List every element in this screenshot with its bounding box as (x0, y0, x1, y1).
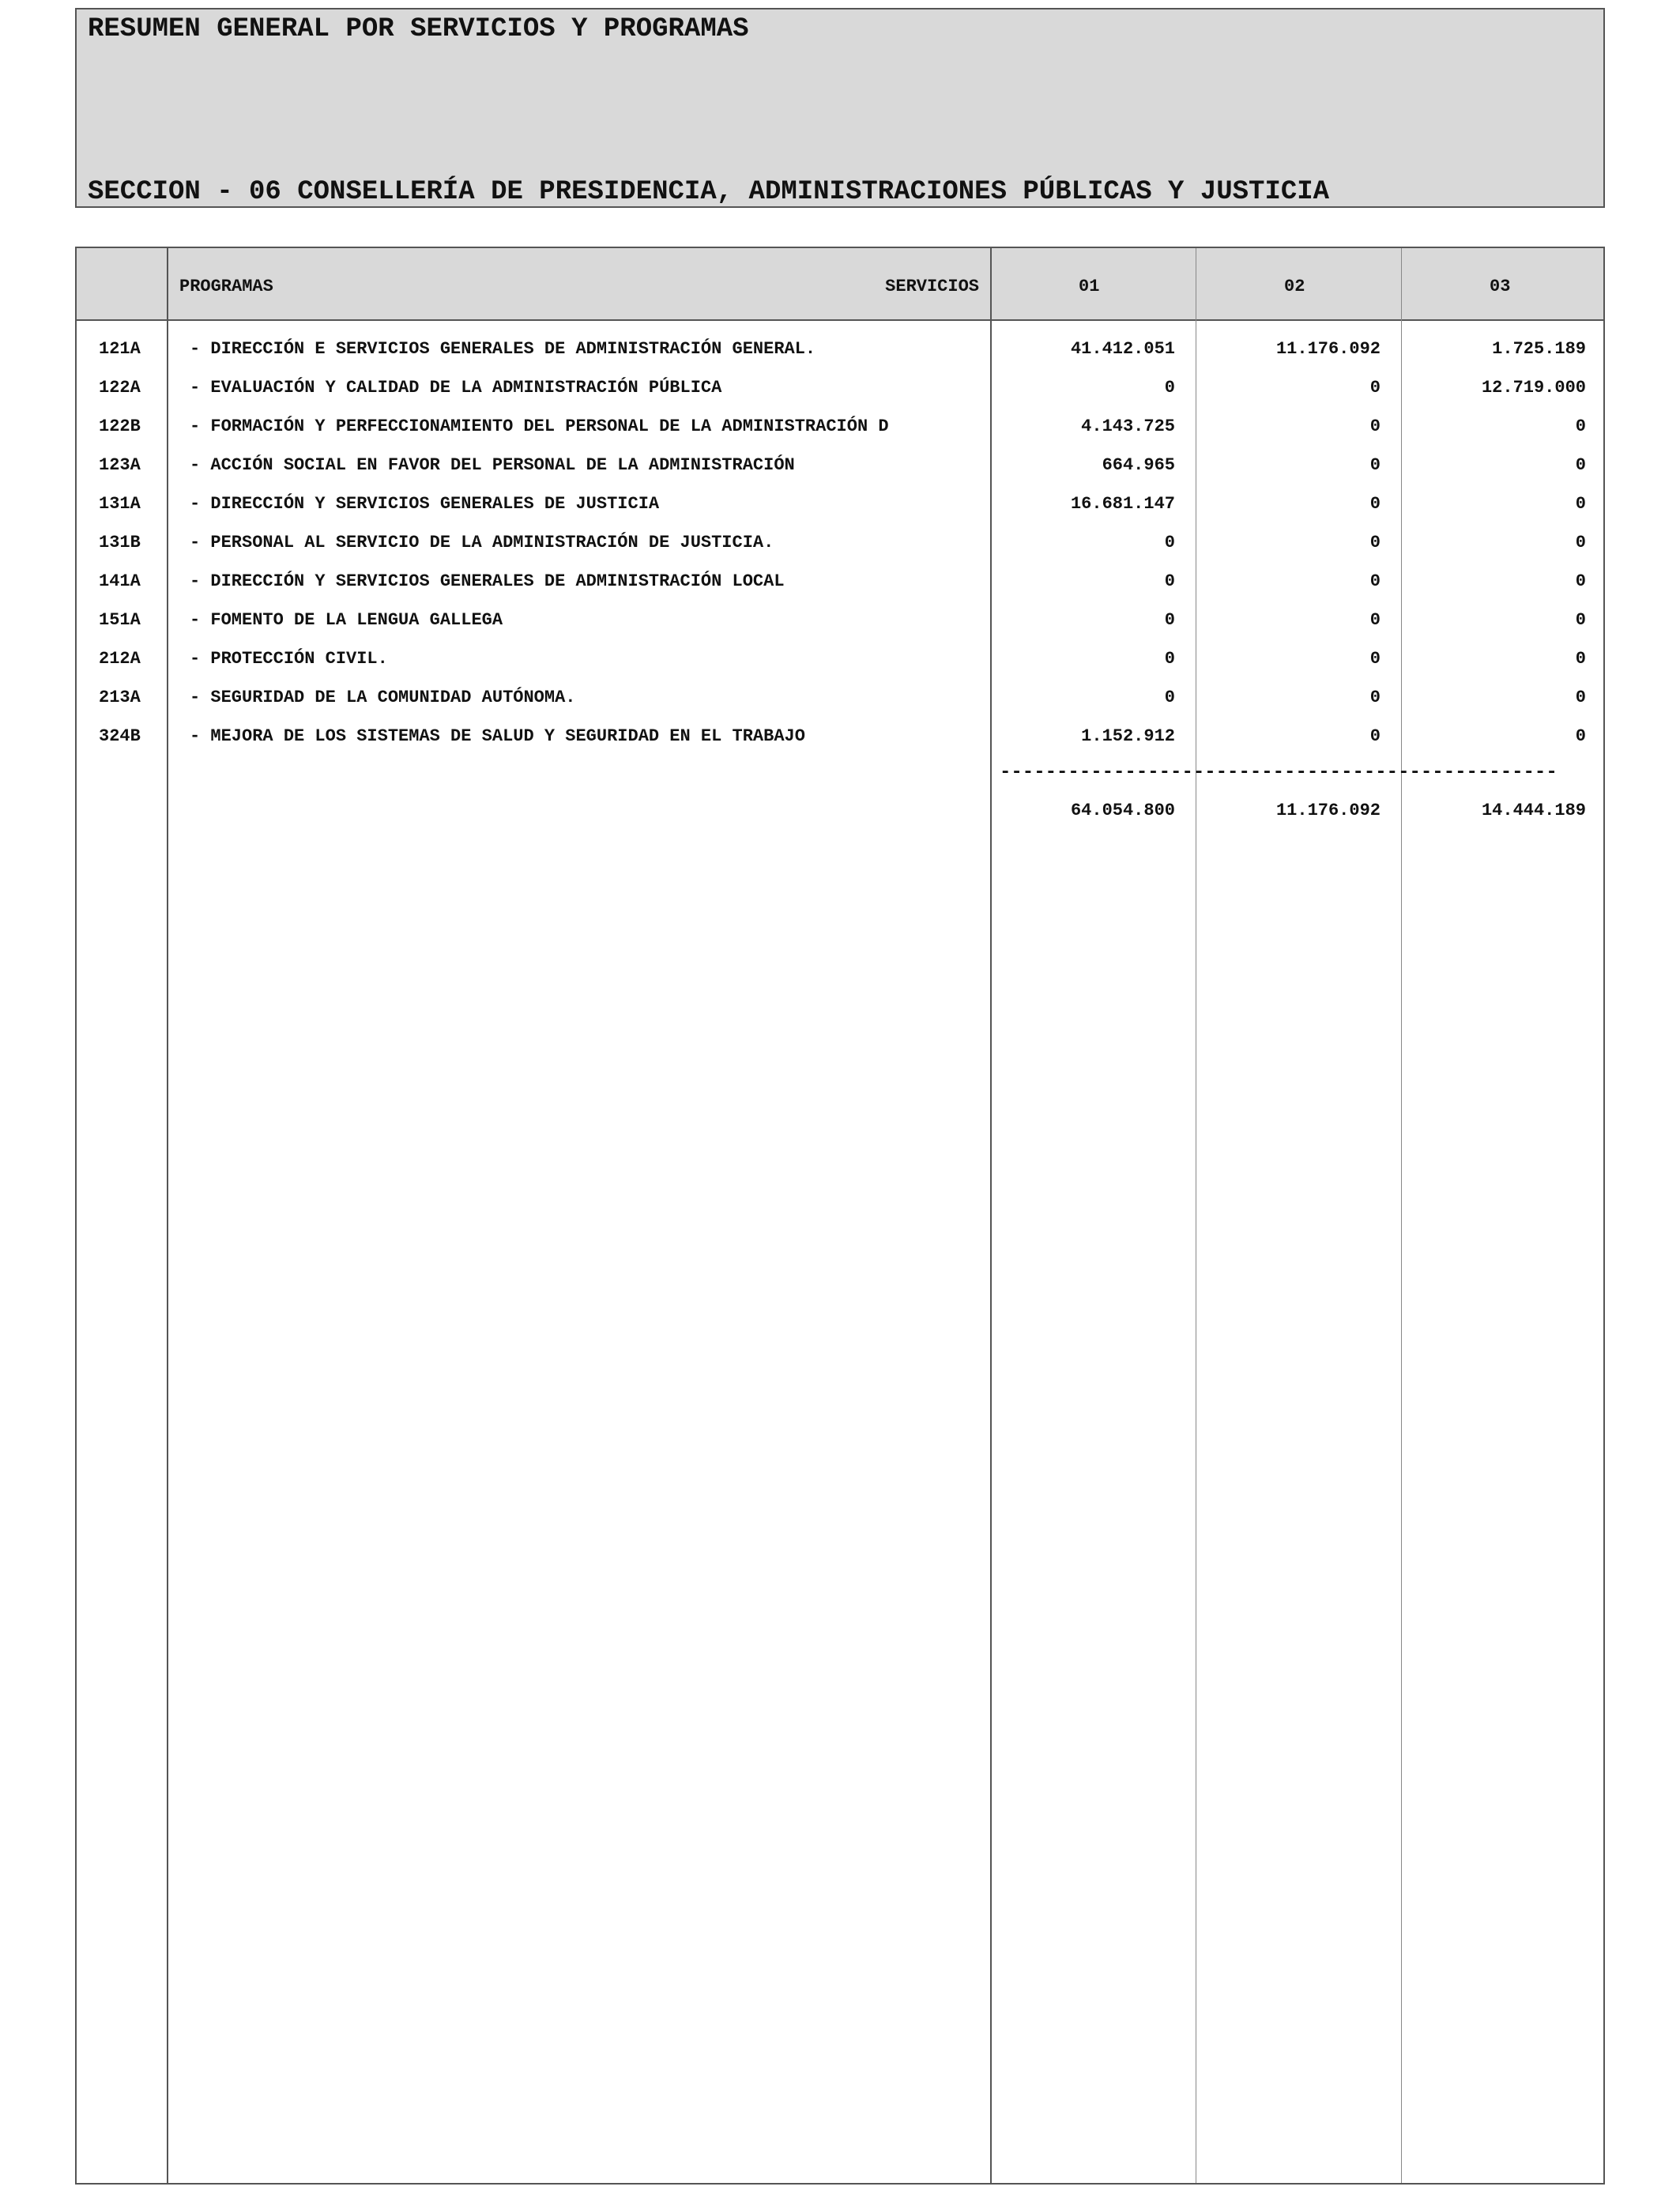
value-col-02: 11.176.092 (1275, 339, 1381, 359)
value-col-01: 0 (1164, 533, 1175, 552)
value-col-03: 0 (1575, 726, 1586, 746)
section-title: SECCION - 06 CONSELLERÍA DE PRESIDENCIA, ADMINISTRACIONES PÚBLICAS Y JUSTICIA (88, 177, 1330, 207)
program-description: - MEJORA DE LOS SISTEMAS DE SALUD Y SEGURIDAD EN EL TRABAJO (190, 726, 805, 746)
report-header (75, 8, 1605, 208)
value-col-02: 0 (1369, 533, 1381, 552)
value-col-02: 0 (1369, 378, 1381, 398)
value-col-02: 0 (1369, 417, 1381, 436)
header-programas: PROGRAMAS (179, 277, 273, 296)
value-col-03: 1.725.189 (1492, 339, 1586, 359)
header-servicios: SERVICIOS (885, 277, 979, 296)
program-description: - ACCIÓN SOCIAL EN FAVOR DEL PERSONAL DE LA ADMINISTRACIÓN (190, 455, 795, 475)
table-row (77, 492, 1603, 531)
value-col-03: 0 (1575, 455, 1586, 475)
value-col-03: 0 (1575, 494, 1586, 514)
program-description: - SEGURIDAD DE LA COMUNIDAD AUTÓNOMA. (190, 688, 576, 707)
table-row (77, 570, 1603, 609)
program-description: - DIRECCIÓN Y SERVICIOS GENERALES DE ADMINISTRACIÓN LOCAL (190, 571, 785, 591)
table-row (77, 609, 1603, 647)
program-code: 324B (99, 726, 141, 746)
program-code: 122B (99, 417, 141, 436)
value-col-02: 0 (1369, 571, 1381, 591)
program-code: 213A (99, 688, 141, 707)
program-code: 151A (99, 610, 141, 630)
table-row (77, 454, 1603, 492)
value-col-03: 0 (1575, 571, 1586, 591)
value-col-03: 0 (1575, 610, 1586, 630)
table-row (77, 376, 1603, 415)
table-row (77, 415, 1603, 454)
table-row (77, 686, 1603, 725)
value-col-02: 0 (1369, 649, 1381, 669)
table-row (77, 725, 1603, 763)
value-col-01: 41.412.051 (1070, 339, 1175, 359)
program-description: - FORMACIÓN Y PERFECCIONAMIENTO DEL PERSONAL DE LA ADMINISTRACIÓN D (190, 417, 889, 436)
program-description: - PROTECCIÓN CIVIL. (190, 649, 388, 669)
value-col-01: 16.681.147 (1070, 494, 1175, 514)
table-row (77, 337, 1603, 376)
header-col-03: 03 (1490, 277, 1511, 296)
program-description: - EVALUACIÓN Y CALIDAD DE LA ADMINISTRACIÓN PÚBLICA (190, 378, 722, 398)
value-col-01: 0 (1164, 688, 1175, 707)
value-col-02: 0 (1369, 688, 1381, 707)
table-row (77, 531, 1603, 570)
value-col-01: 0 (1164, 610, 1175, 630)
value-col-02: 0 (1369, 726, 1381, 746)
header-col-02: 02 (1284, 277, 1305, 296)
value-col-03: 0 (1575, 688, 1586, 707)
summary-table (75, 247, 1605, 2185)
program-code: 122A (99, 378, 141, 398)
value-col-02: 0 (1369, 610, 1381, 630)
header-col-01: 01 (1079, 277, 1100, 296)
program-code: 121A (99, 339, 141, 359)
program-code: 141A (99, 571, 141, 591)
program-code: 212A (99, 649, 141, 669)
program-description: - DIRECCIÓN E SERVICIOS GENERALES DE ADMINISTRACIÓN GENERAL. (190, 339, 816, 359)
value-col-03: 0 (1575, 649, 1586, 669)
program-code: 131B (99, 533, 141, 552)
total-col-02: 11.176.092 (1275, 801, 1381, 820)
program-code: 123A (99, 455, 141, 475)
value-col-01: 0 (1164, 649, 1175, 669)
value-col-01: 1.152.912 (1081, 726, 1175, 746)
value-col-02: 0 (1369, 494, 1381, 514)
total-col-03: 14.444.189 (1481, 801, 1586, 820)
value-col-03: 0 (1575, 533, 1586, 552)
value-col-03: 0 (1575, 417, 1586, 436)
value-col-01: 0 (1164, 571, 1175, 591)
report-title: RESUMEN GENERAL POR SERVICIOS Y PROGRAMAS (88, 14, 749, 44)
program-description: - PERSONAL AL SERVICIO DE LA ADMINISTRACIÓN DE JUSTICIA. (190, 533, 774, 552)
value-col-02: 0 (1369, 455, 1381, 475)
totals-row (77, 799, 1603, 838)
value-col-01: 4.143.725 (1081, 417, 1175, 436)
total-separator: ------------------------------------------------- (1000, 762, 1558, 783)
program-code: 131A (99, 494, 141, 514)
value-col-01: 0 (1164, 378, 1175, 398)
value-col-01: 664.965 (1102, 455, 1175, 475)
table-header (77, 248, 1603, 321)
program-description: - FOMENTO DE LA LENGUA GALLEGA (190, 610, 503, 630)
value-col-03: 12.719.000 (1481, 378, 1586, 398)
total-col-01: 64.054.800 (1070, 801, 1175, 820)
table-row (77, 647, 1603, 686)
program-description: - DIRECCIÓN Y SERVICIOS GENERALES DE JUSTICIA (190, 494, 660, 514)
